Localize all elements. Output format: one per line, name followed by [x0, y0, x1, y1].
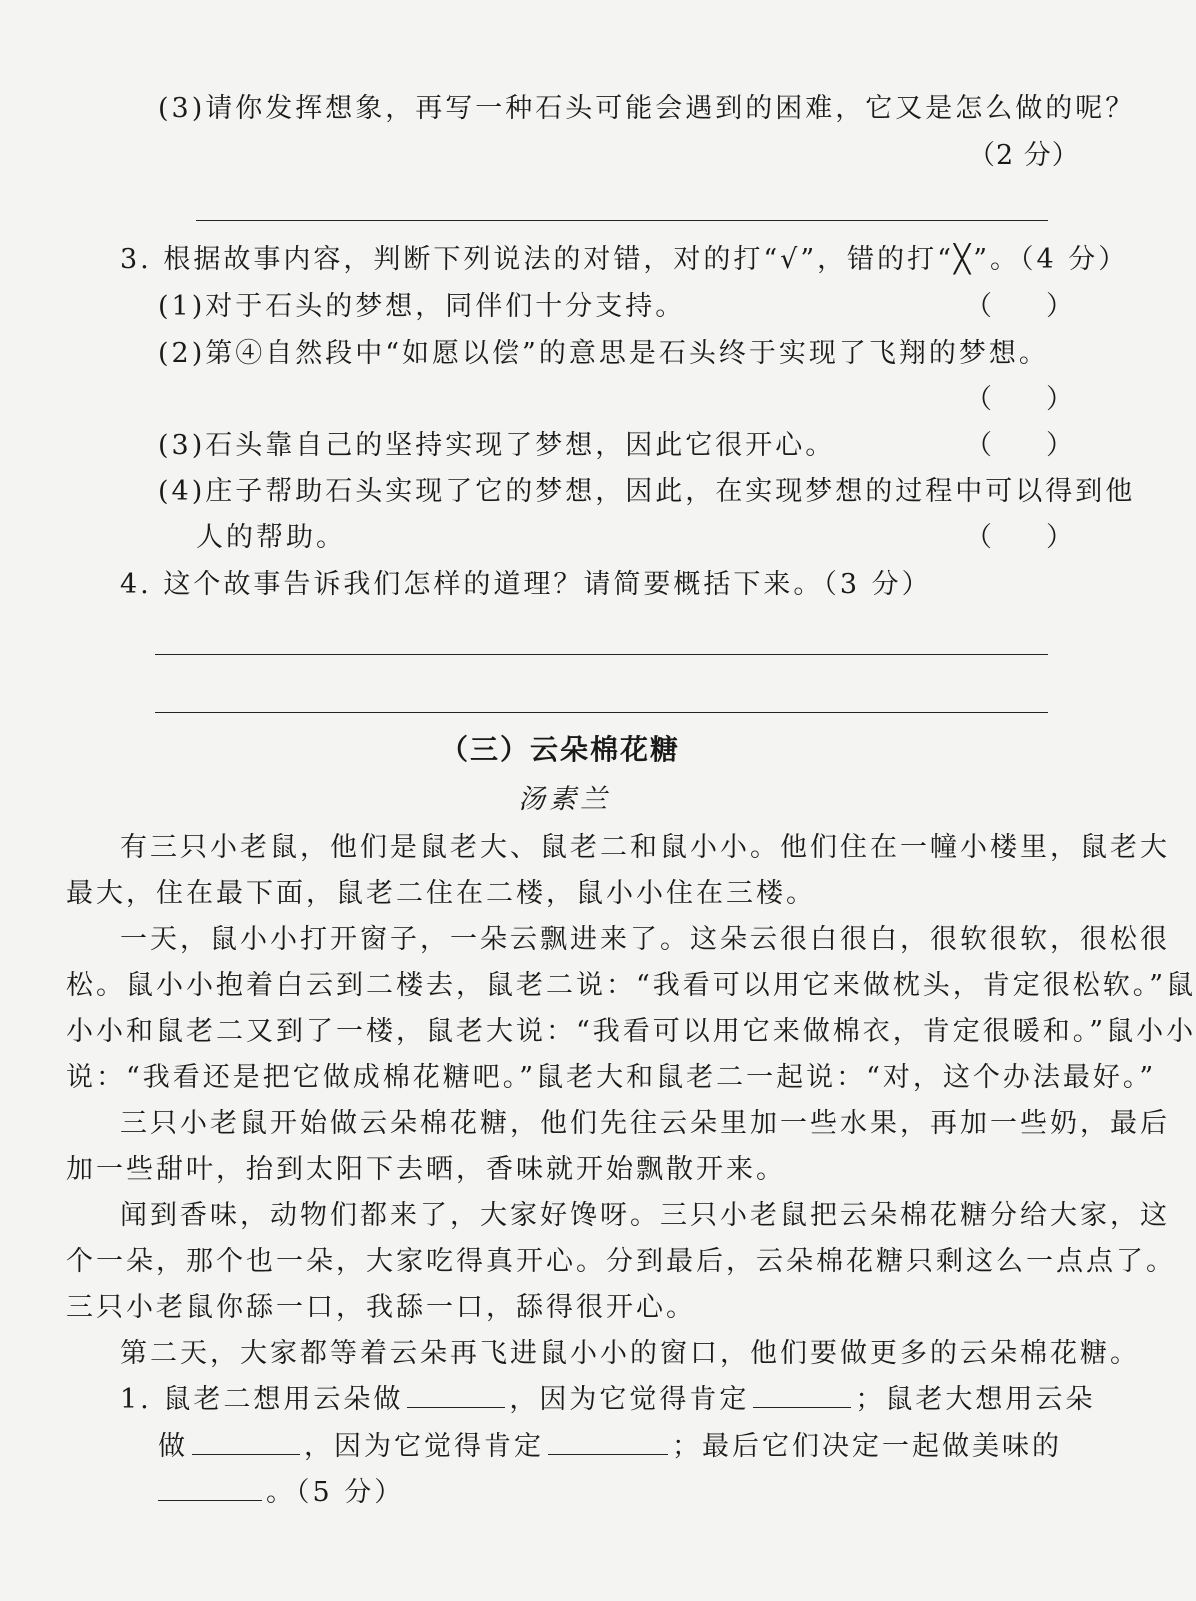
fill-blank[interactable]: [753, 1406, 851, 1408]
fill-blank[interactable]: [407, 1406, 505, 1408]
question-1-line-2: [158, 1424, 1062, 1463]
passage-line: 小小和鼠老二又到了一楼，鼠老大说：“我看可以用它来做棉衣，肯定很暖和。”鼠小小: [66, 1016, 1196, 1047]
question-3-item-3: (3)石头靠自己的坚持实现了梦想，因此它很开心。: [158, 430, 836, 461]
answer-line[interactable]: [196, 220, 1048, 221]
passage-line: 一天，鼠小小打开窗子，一朵云飘进来了。这朵云很白很白，很软很软，很松很: [120, 924, 1170, 955]
question-1-text: ，因为它觉得肯定: [509, 1384, 750, 1415]
question-3-item-4-cont: 人的帮助。: [196, 522, 346, 553]
question-1-text: ；最后它们决定一起做美味的: [672, 1431, 1062, 1462]
passage-line: 松。鼠小小抱着白云到二楼去，鼠老二说：“我看可以用它来做枕头，肯定很松软。”鼠: [66, 970, 1196, 1001]
passage-author: 汤素兰: [518, 784, 611, 815]
passage-line: 说：“我看还是把它做成棉花糖吧。”鼠老大和鼠老二一起说：“对，这个办法最好。”: [66, 1062, 1157, 1093]
answer-line[interactable]: [155, 654, 1048, 655]
passage-title: （三）云朵棉花糖: [440, 733, 681, 766]
question-3-item-2: (2)第④自然段中“如愿以偿”的意思是石头终于实现了飞翔的梦想。: [158, 338, 1049, 369]
passage-line: 闻到香味，动物们都来了，大家好馋呀。三只小老鼠把云朵棉花糖分给大家，这: [120, 1200, 1170, 1231]
fill-blank[interactable]: [548, 1453, 668, 1455]
answer-line[interactable]: [155, 712, 1048, 713]
score-label: （2 分）: [968, 140, 1080, 171]
question-1-text: 做: [158, 1431, 188, 1462]
passage-line: 个一朵，那个也一朵，大家吃得真开心。分到最后，云朵棉花糖只剩这么一点点了。: [66, 1246, 1176, 1277]
question-3-item-1: (1)对于石头的梦想，同伴们十分支持。: [158, 291, 686, 322]
passage-line: 加一些甜叶，抬到太阳下去晒，香味就开始飘散开来。: [66, 1154, 786, 1185]
question-2-3: (3)请你发挥想象，再写一种石头可能会遇到的困难，它又是怎么做的呢？: [158, 93, 1136, 124]
question-4: 4. 这个故事告诉我们怎样的道理？请简要概括下来。（3 分）: [120, 569, 932, 600]
question-3-stem: 3. 根据故事内容，判断下列说法的对错，对的打“√”，错的打“╳”。（4 分）: [120, 244, 1129, 275]
question-1-line-1: [120, 1377, 1095, 1416]
passage-line: 第二天，大家都等着云朵再飞进鼠小小的窗口，他们要做更多的云朵棉花糖。: [120, 1338, 1140, 1369]
passage-line: 最大，住在最下面，鼠老二住在二楼，鼠小小住在三楼。: [66, 878, 816, 909]
fill-blank[interactable]: [158, 1499, 262, 1501]
question-3-item-4: (4)庄子帮助石头实现了它的梦想，因此，在实现梦想的过程中可以得到他: [158, 476, 1136, 507]
question-1-text: 。（5 分）: [266, 1477, 405, 1508]
question-1-line-3: [158, 1470, 404, 1509]
answer-bracket[interactable]: （ ）: [965, 291, 1073, 322]
question-1-text: 1. 鼠老二想用云朵做: [120, 1384, 404, 1415]
fill-blank[interactable]: [192, 1453, 300, 1455]
passage-line: 三只小老鼠你舔一口，我舔一口，舔得很开心。: [66, 1292, 696, 1323]
answer-bracket[interactable]: （ ）: [965, 522, 1073, 553]
answer-bracket[interactable]: （ ）: [965, 430, 1073, 461]
question-1-text: ，因为它觉得肯定: [304, 1431, 544, 1462]
passage-line: 三只小老鼠开始做云朵棉花糖，他们先往云朵里加一些水果，再加一些奶，最后: [120, 1108, 1170, 1139]
question-1-text: ；鼠老大想用云朵: [855, 1384, 1096, 1415]
answer-bracket[interactable]: （ ）: [965, 384, 1073, 415]
passage-line: 有三只小老鼠，他们是鼠老大、鼠老二和鼠小小。他们住在一幢小楼里，鼠老大: [120, 832, 1170, 863]
